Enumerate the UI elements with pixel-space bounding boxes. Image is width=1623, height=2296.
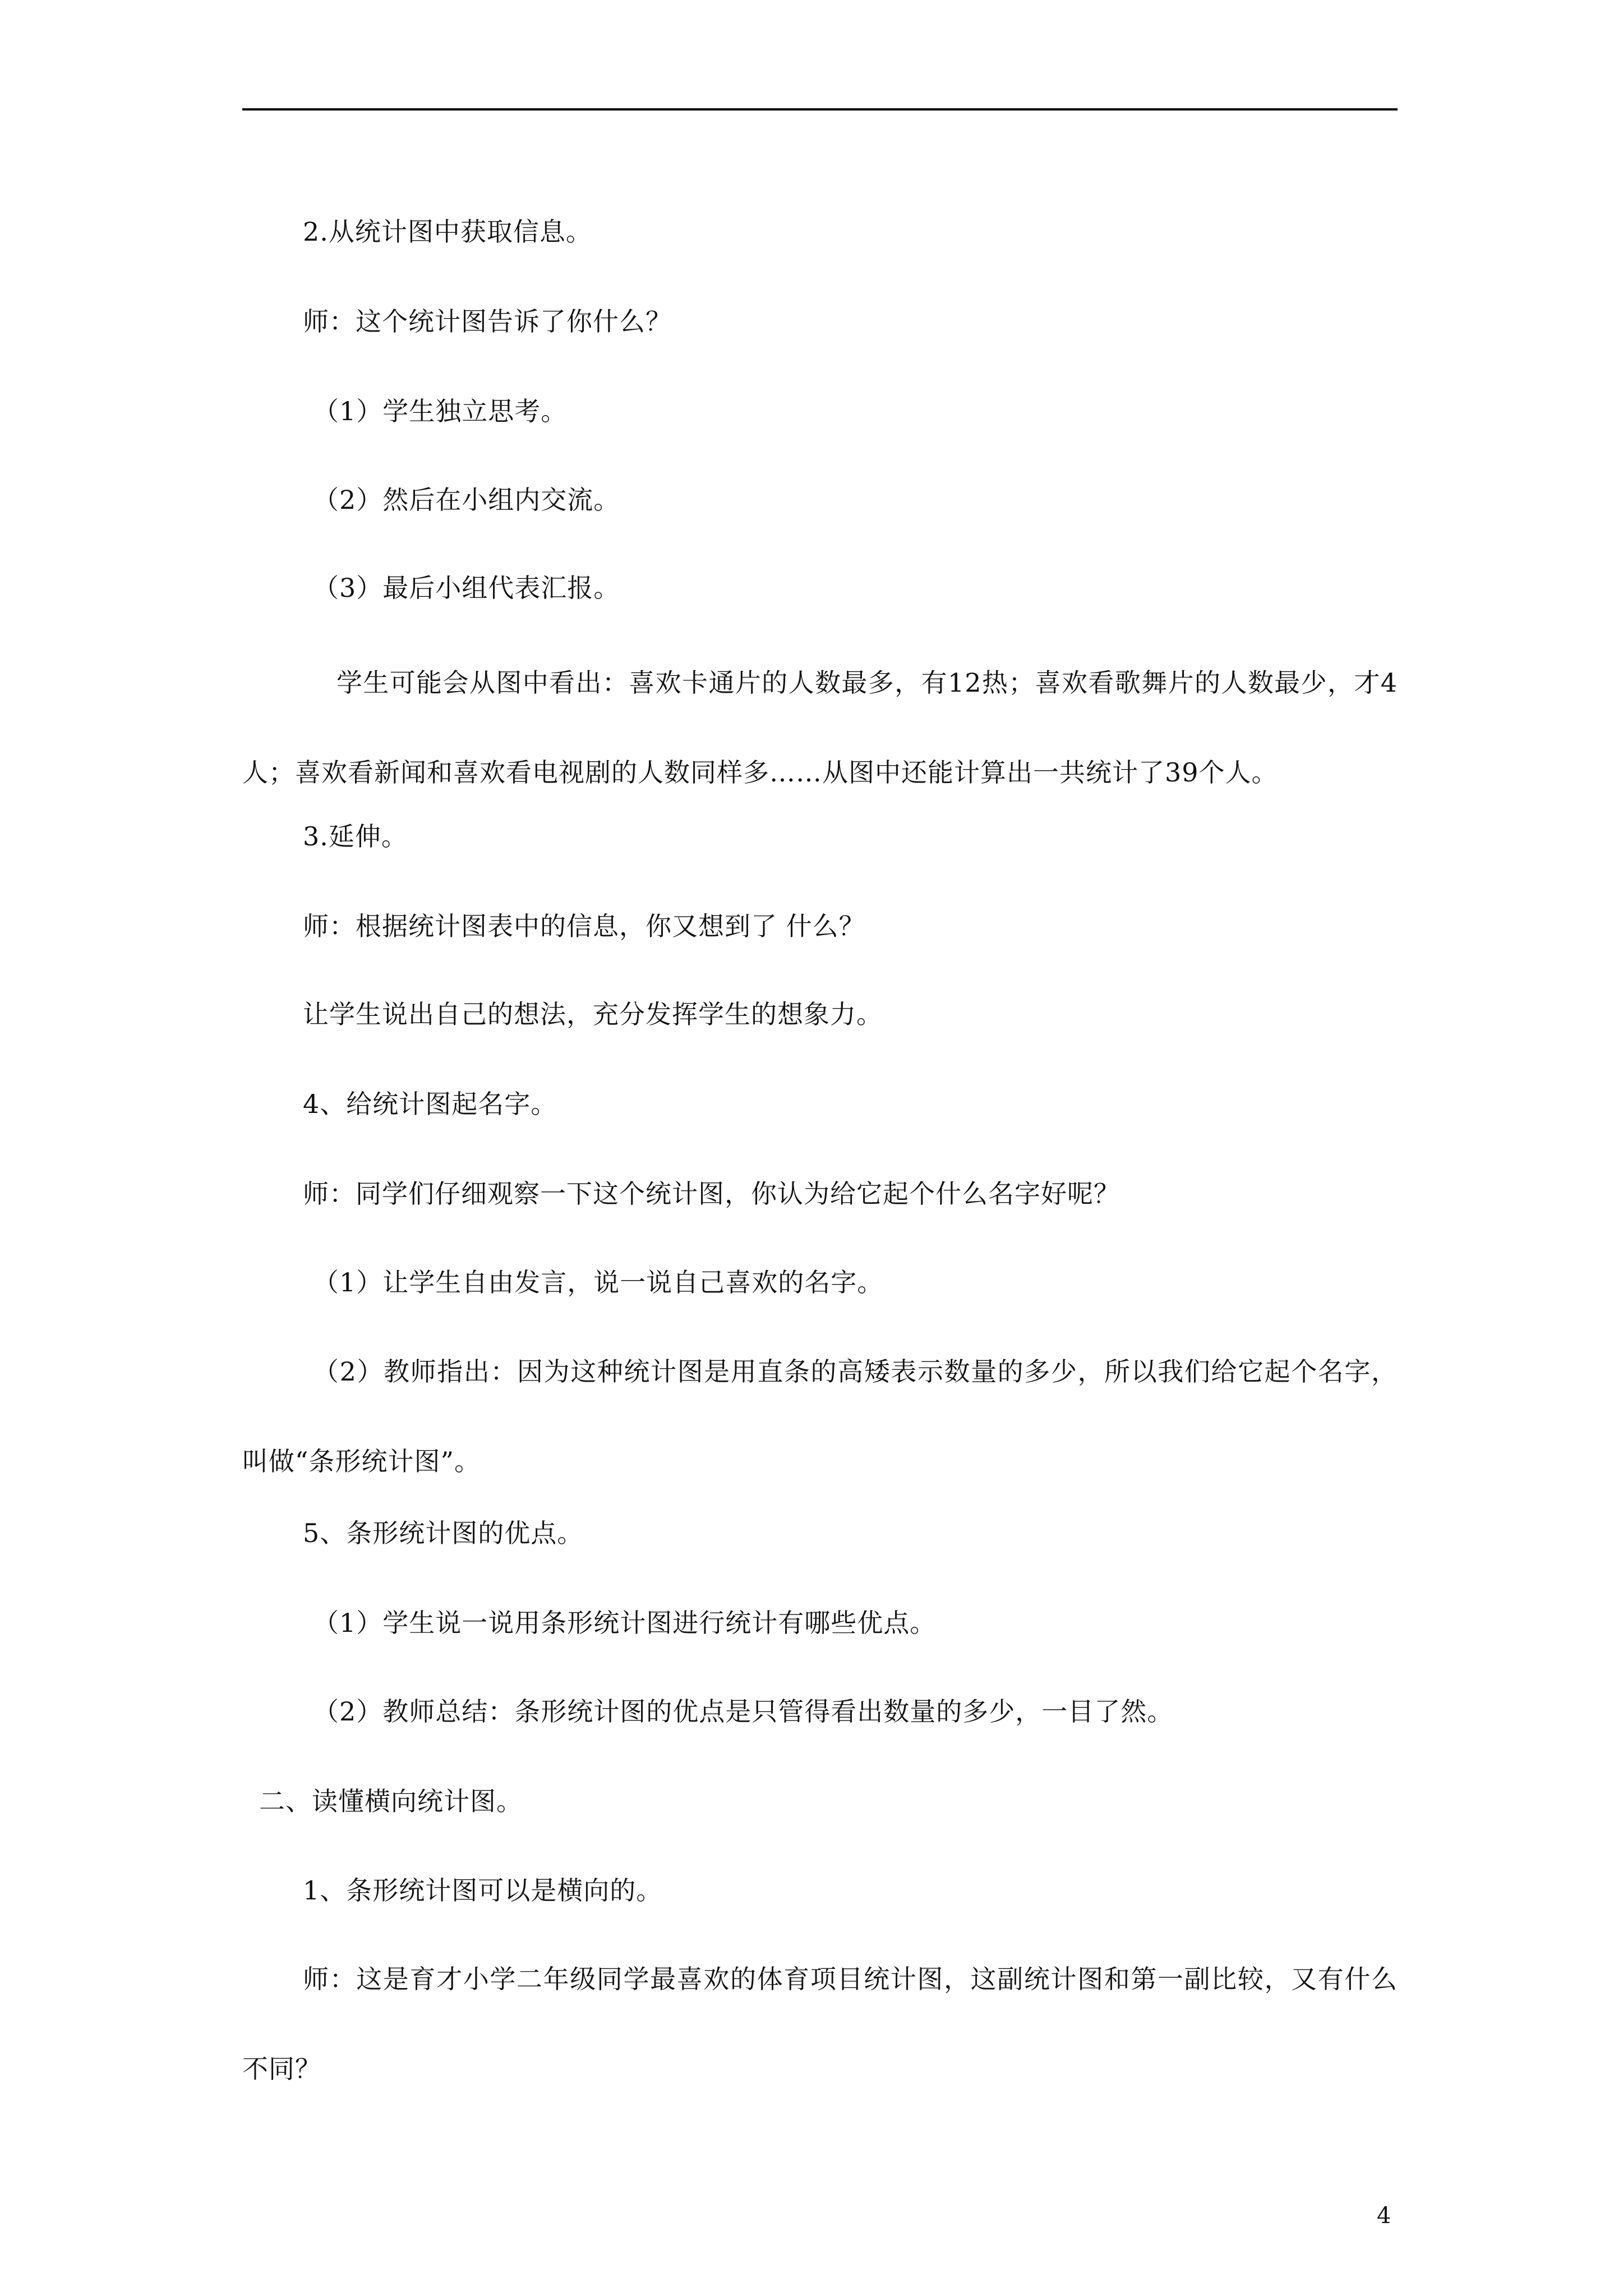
paragraph-step-4: 4、给统计图起名字。 <box>303 1089 557 1119</box>
paragraph-step-3: 3.延伸。 <box>303 821 408 852</box>
paragraph-horizontal-step-1: 1、条形统计图可以是横向的。 <box>303 1875 663 1906</box>
page-number: 4 <box>1377 2203 1391 2229</box>
header-rule <box>242 108 1398 111</box>
paragraph-step-5: 5、条形统计图的优点。 <box>303 1518 584 1548</box>
paragraph-teacher-naming: 师：同学们仔细观察一下这个统计图，你认为给它起个什么名字好呢？ <box>303 1179 1120 1209</box>
section-heading-horizontal-chart: 二、读懂横向统计图。 <box>259 1786 523 1816</box>
paragraph-student-observations: 学生可能会从图中看出：喜欢卡通片的人数最多，有12热；喜欢看歌舞片的人数最少，才4人；喜欢看新闻和喜欢看电视剧的人数同样多……从图中还能计算出一共统计了39个人。 <box>242 668 1398 788</box>
paragraph-naming-substep-1: （1）让学生自由发言，说一说自己喜欢的名字。 <box>313 1267 884 1297</box>
paragraph-teacher-compare: 师：这是育才小学二年级同学最喜欢的体育项目统计图，这副统计图和第一副比较，又有什么不同？ <box>242 1964 1398 2084</box>
paragraph-student-ideas: 让学生说出自己的想法，充分发挥学生的想象力。 <box>303 999 883 1029</box>
paragraph-naming-substep-2: （2）教师指出：因为这种统计图是用直条的高矮表示数量的多少，所以我们给它起个名字，叫做“条形统计图”。 <box>242 1356 1398 1476</box>
paragraph-teacher-question: 师：这个统计图告诉了你什么？ <box>303 306 672 337</box>
paragraph-teacher-extension: 师：根据统计图表中的信息，你又想到了 什么？ <box>303 911 865 941</box>
paragraph-substep-3: （3）最后小组代表汇报。 <box>313 573 620 603</box>
paragraph-substep-2: （2）然后在小组内交流。 <box>313 485 620 515</box>
paragraph-step-2: 2.从统计图中获取信息。 <box>303 217 592 247</box>
paragraph-substep-1: （1）学生独立思考。 <box>313 396 568 426</box>
paragraph-advantages-substep-2: （2）教师总结：条形统计图的优点是只管得看出数量的多少，一目了然。 <box>313 1696 1174 1727</box>
paragraph-advantages-substep-1: （1）学生说一说用条形统计图进行统计有哪些优点。 <box>313 1608 937 1638</box>
